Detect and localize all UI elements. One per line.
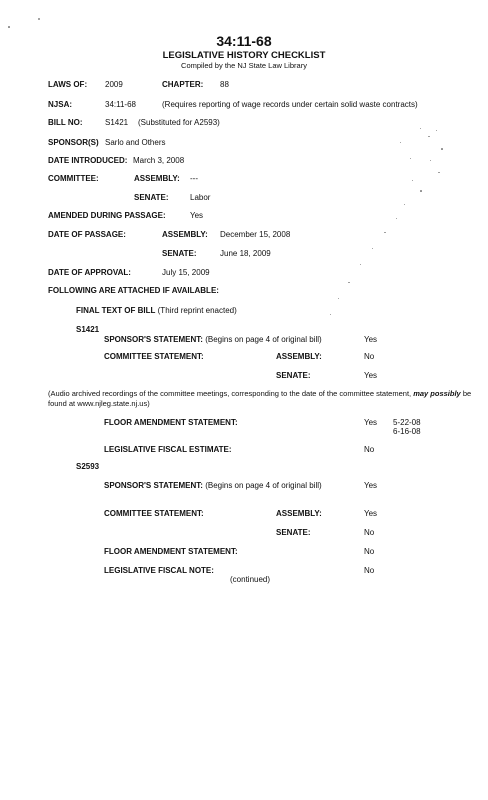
s1421-floor-label: FLOOR AMENDMENT STATEMENT: <box>104 418 238 427</box>
amended-label: AMENDED DURING PASSAGE: <box>48 211 166 220</box>
bill-no-label: BILL NO: <box>48 118 83 127</box>
audio-note <box>48 389 484 408</box>
s2593-fiscal-value: No <box>364 566 375 575</box>
s1421-sponsor <box>104 335 322 345</box>
s1421-label: S1421 <box>76 325 100 334</box>
s1421-floor-value: Yes <box>364 418 378 427</box>
s1421-fiscal-value: No <box>364 445 375 454</box>
s1421-sponsor-note: (Begins on page 4 of original bill) <box>205 335 322 344</box>
final-text-note: (Third reprint enacted) <box>157 306 237 315</box>
s1421-senate-value: Yes <box>364 371 378 380</box>
compiled-by: Compiled by the NJ State Law Library <box>181 61 307 70</box>
s2593-senate-label: SENATE: <box>276 528 311 537</box>
document-title: LEGISLATIVE HISTORY CHECKLIST <box>162 50 326 61</box>
passage-label: DATE OF PASSAGE: <box>48 230 126 239</box>
audio-note-emphasis: may possibly <box>413 389 461 398</box>
date-introduced-value: March 3, 2008 <box>133 156 185 165</box>
committee-assembly-label: ASSEMBLY: <box>134 174 180 183</box>
s2593-sponsor <box>104 481 322 491</box>
sponsors-label: SPONSOR(S) <box>48 138 99 147</box>
final-text <box>76 306 237 316</box>
s2593-sponsor-value: Yes <box>364 481 378 490</box>
following-label: FOLLOWING ARE ATTACHED IF AVAILABLE: <box>48 286 219 295</box>
s2593-committee-label: COMMITTEE STATEMENT: <box>104 509 204 518</box>
laws-of-label: LAWS OF: <box>48 80 88 89</box>
njsa-label: NJSA: <box>48 100 73 109</box>
s1421-sponsor-label: SPONSOR'S STATEMENT: <box>104 335 203 344</box>
date-introduced-label: DATE INTRODUCED: <box>48 156 128 165</box>
committee-senate-value: Labor <box>190 193 211 202</box>
bill-no-value: S1421 <box>105 118 129 127</box>
laws-of-value: 2009 <box>105 80 123 89</box>
s1421-floor-date-1: 5-22-08 <box>393 418 421 427</box>
s2593-label: S2593 <box>76 462 100 471</box>
committee-senate-label: SENATE: <box>134 193 169 202</box>
audio-note-part1: (Audio archived recordings of the committee meetings, corresponding to the date of the committee statement, <box>48 389 412 398</box>
passage-senate-label: SENATE: <box>162 249 197 258</box>
s2593-floor-label: FLOOR AMENDMENT STATEMENT: <box>104 547 238 556</box>
s1421-floor-date-2: 6-16-08 <box>393 427 421 436</box>
s1421-senate-label: SENATE: <box>276 371 311 380</box>
final-text-label: FINAL TEXT OF BILL <box>76 306 156 315</box>
chapter-label: CHAPTER: <box>162 80 204 89</box>
s1421-assembly-value: No <box>364 352 375 361</box>
bill-no-note: (Substituted for A2593) <box>138 118 220 127</box>
s1421-assembly-label: ASSEMBLY: <box>276 352 322 361</box>
njsa-note: (Requires reporting of wage records under certain solid waste contracts) <box>162 100 418 109</box>
s1421-committee-label: COMMITTEE STATEMENT: <box>104 352 204 361</box>
s1421-sponsor-value: Yes <box>364 335 378 344</box>
approval-label: DATE OF APPROVAL: <box>48 268 131 277</box>
amended-value: Yes <box>190 211 204 220</box>
passage-senate-value: June 18, 2009 <box>220 249 271 258</box>
s2593-assembly-label: ASSEMBLY: <box>276 509 322 518</box>
s2593-senate-value: No <box>364 528 375 537</box>
continued-note: (continued) <box>230 575 271 584</box>
njsa-value: 34:11-68 <box>105 100 136 109</box>
s2593-sponsor-note: (Begins on page 4 of original bill) <box>205 481 322 490</box>
s2593-fiscal-label: LEGISLATIVE FISCAL NOTE: <box>104 566 214 575</box>
s2593-floor-value: No <box>364 547 375 556</box>
passage-assembly-value: December 15, 2008 <box>220 230 291 239</box>
document-code: 34:11-68 <box>216 33 272 49</box>
committee-label: COMMITTEE: <box>48 174 99 183</box>
sponsors-value: Sarlo and Others <box>105 138 166 147</box>
audio-note-part2: be found at www.njleg.state.nj.us) <box>48 389 472 408</box>
s2593-assembly-value: Yes <box>364 509 378 518</box>
chapter-value: 88 <box>220 80 229 89</box>
approval-value: July 15, 2009 <box>162 268 210 277</box>
committee-assembly-value: --- <box>190 174 198 183</box>
s2593-sponsor-label: SPONSOR'S STATEMENT: <box>104 481 203 490</box>
passage-assembly-label: ASSEMBLY: <box>162 230 208 239</box>
s1421-fiscal-label: LEGISLATIVE FISCAL ESTIMATE: <box>104 445 232 454</box>
